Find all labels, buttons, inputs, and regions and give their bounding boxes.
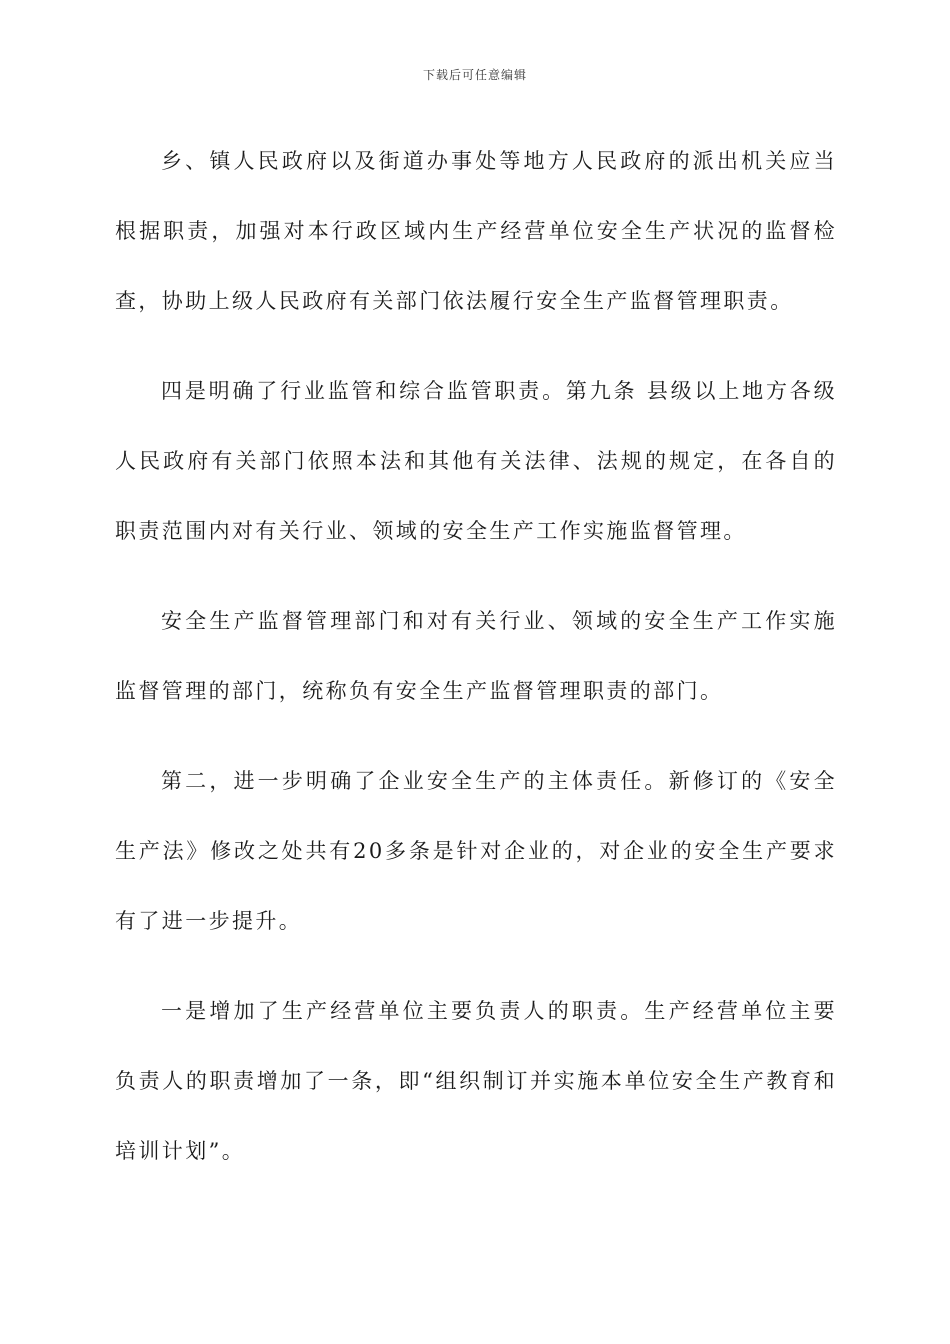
- paragraph: 乡、镇人民政府以及街道办事处等地方人民政府的派出机关应当根据职责，加强对本行政区域内生产经营单位安全生产状况的监督检查，协助上级人民政府有关部门依法履行安全生产监督管理职责。: [115, 149, 837, 313]
- paragraph: 第二，进一步明确了企业安全生产的主体责任。新修订的《安全生产法》修改之处共有20多条是针对企业的，对企业的安全生产要求有了进一步提升。: [115, 769, 837, 933]
- document-body: [115, 126, 837, 1206]
- paragraph: 安全生产监督管理部门和对有关行业、领域的安全生产工作实施监督管理的部门，统称负有安全生产监督管理职责的部门。: [115, 609, 837, 703]
- header-note: 下载后可任意编辑: [422, 68, 527, 82]
- paragraph: 四是明确了行业监管和综合监管职责。第九条 县级以上地方各级人民政府有关部门依照本法和其他有关法律、法规的规定，在各自的职责范围内对有关行业、领域的安全生产工作实施监督管理。: [115, 379, 837, 543]
- paragraph: 一是增加了生产经营单位主要负责人的职责。生产经营单位主要负责人的职责增加了一条，即“组织制订并实施本单位安全生产教育和培训计划”。: [115, 999, 837, 1163]
